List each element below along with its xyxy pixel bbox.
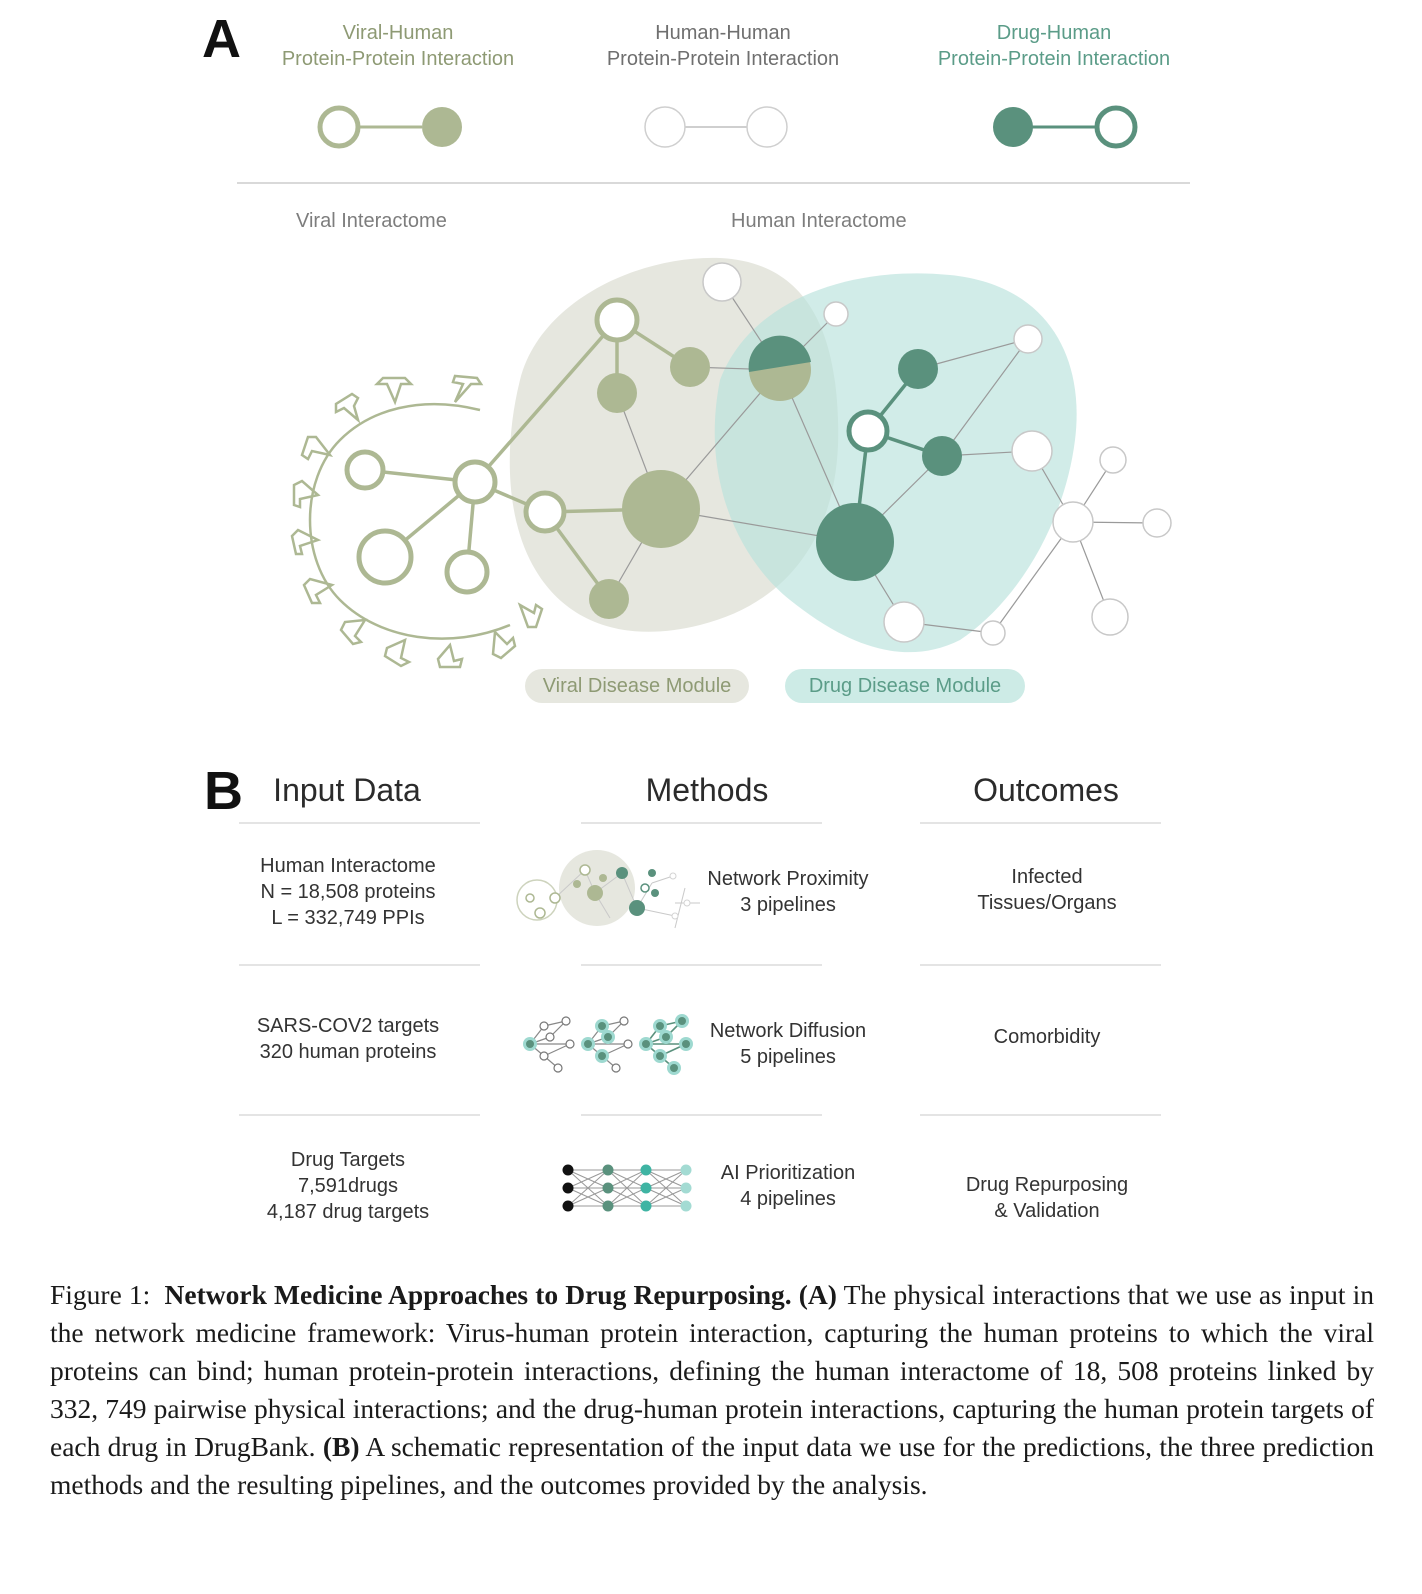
divider [239, 1114, 480, 1116]
divider [239, 964, 480, 966]
legend-glyphs [0, 0, 1422, 200]
drug-node [849, 412, 887, 450]
legend-human-human-line2: Protein-Protein Interaction [606, 48, 840, 70]
outcome-comorbidity [936, 1024, 1158, 1050]
panel-b-label: B [204, 761, 243, 821]
input-line: SARS-COV2 targets [256, 1015, 440, 1037]
method-pipelines: 3 pipelines [740, 894, 836, 916]
shared-target-node [749, 336, 811, 401]
input-line: Human Interactome [260, 855, 436, 877]
outcome-line: Infected [1011, 866, 1083, 888]
divider [920, 822, 1161, 824]
legend-human-human-line1: Human-Human [655, 22, 791, 44]
divider [920, 964, 1161, 966]
legend-drug-human-line2: Protein-Protein Interaction [937, 48, 1171, 70]
divider [581, 822, 822, 824]
viral-interactome-label: Viral Interactome [296, 210, 447, 232]
caption-part-a-label: (A) [798, 1279, 837, 1310]
human-human-edge-icon [645, 107, 787, 147]
outcome-drug-repurposing [936, 1172, 1158, 1224]
outcome-line: Comorbidity [993, 1026, 1101, 1048]
viral-disease-module-label: Viral Disease Module [525, 669, 749, 703]
drug-human-edge-icon [993, 107, 1135, 147]
neural-network-icon [558, 1160, 698, 1216]
panel-a-label: A [202, 9, 241, 69]
method-ai-prioritization [688, 1160, 888, 1212]
method-name: AI Prioritization [720, 1162, 856, 1184]
method-name: Network Diffusion [709, 1020, 867, 1042]
caption-figure-label: Figure 1: [50, 1279, 151, 1310]
viral-human-edge-icon [320, 107, 462, 147]
outcome-infected-tissues [936, 864, 1158, 916]
human-interactome-label: Human Interactome [731, 210, 907, 232]
divider [920, 1114, 1161, 1116]
outcome-line: Drug Repurposing [965, 1174, 1129, 1196]
column-header-input-data: Input Data [273, 772, 421, 808]
interactome-network [0, 240, 1422, 670]
method-network-proximity [688, 866, 888, 918]
outcome-line: & Validation [994, 1200, 1100, 1222]
column-header-outcomes: Outcomes [973, 772, 1119, 808]
network-proximity-icon [515, 848, 710, 938]
method-pipelines: 5 pipelines [740, 1046, 836, 1068]
input-line: L = 332,749 PPIs [271, 907, 425, 929]
network-diffusion-icon [520, 1012, 700, 1076]
legend-viral-human-line1: Viral-Human [342, 22, 454, 44]
input-drug-targets [228, 1147, 468, 1225]
input-sars-cov2-targets [228, 1013, 468, 1065]
input-human-interactome [228, 853, 468, 931]
divider [239, 822, 480, 824]
outcome-line: Tissues/Organs [977, 892, 1117, 914]
caption-part-b-text: A schematic representation of the input data we use for the predictions, the three prediction methods and the resulting pipelines, and the outcomes provided by the analysis. [50, 1431, 1375, 1500]
input-line: 320 human proteins [259, 1041, 437, 1063]
method-pipelines: 4 pipelines [740, 1188, 836, 1210]
virus-icon [292, 376, 542, 667]
caption-part-b-label: (B) [322, 1431, 360, 1462]
caption-part-a-text: The physical interactions that we use as input in the network medicine framework: Virus-human protein interaction, capturing the human proteins to which the viral proteins can bind; human protein-protein interactions, defining the human interactome of 18, 508 proteins linked by 332, 749 pairwise physical interactions; and the drug-human protein interactions, capturing the human protein targets of each drug in DrugBank. [50, 1279, 1374, 1462]
method-name: Network Proximity [707, 868, 869, 890]
input-line: 4,187 drug targets [266, 1201, 430, 1223]
divider [581, 1114, 822, 1116]
input-line: Drug Targets [290, 1149, 406, 1171]
method-network-diffusion [688, 1018, 888, 1070]
drug-disease-module-label: Drug Disease Module [785, 669, 1025, 703]
legend-drug-human-line1: Drug-Human [996, 22, 1112, 44]
legend-viral-human-line2: Protein-Protein Interaction [281, 48, 515, 70]
input-line: 7,591drugs [297, 1175, 399, 1197]
figure-caption [50, 1276, 1374, 1504]
divider [581, 964, 822, 966]
caption-title: Network Medicine Approaches to Drug Repurposing. [164, 1279, 792, 1310]
input-line: N = 18,508 proteins [260, 881, 436, 903]
column-header-methods: Methods [645, 772, 769, 808]
